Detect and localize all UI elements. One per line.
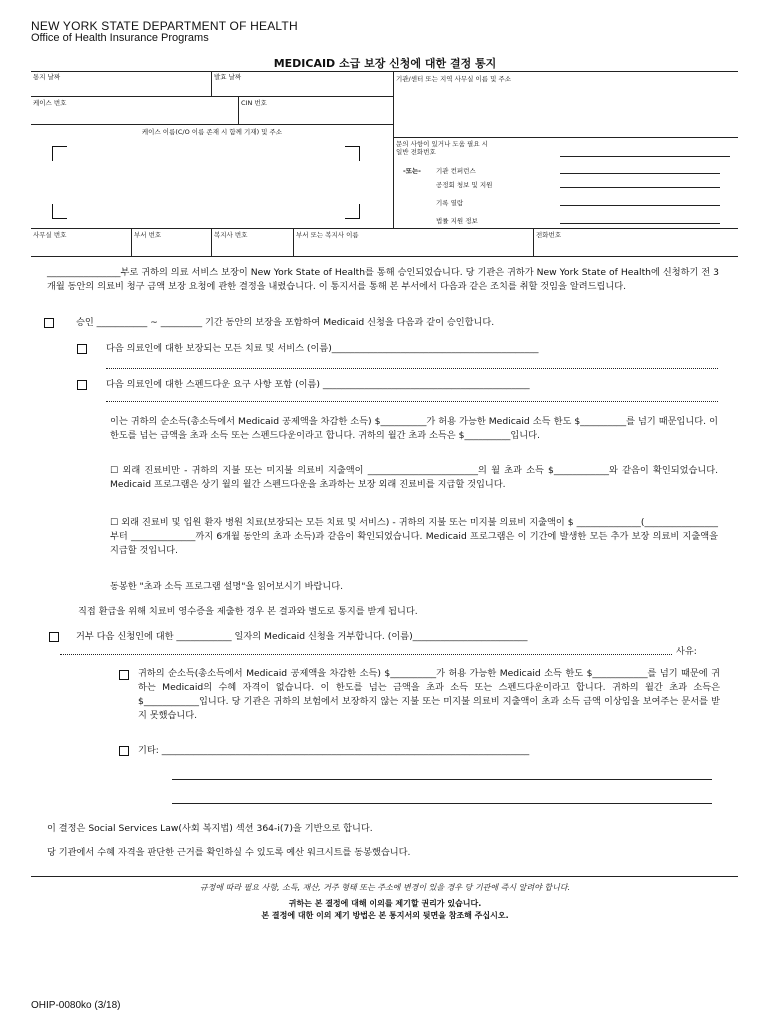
form-id: OHIP-0080ko (3/18): [31, 1000, 121, 1011]
grid-line: [393, 137, 738, 138]
deny-other-line[interactable]: [172, 803, 712, 804]
conference-label: 기관 컨퍼런스: [436, 167, 476, 175]
window-corner: [345, 146, 360, 161]
worker-number-label: 복지사 번호: [214, 231, 248, 239]
grid-line: [31, 124, 393, 125]
phone-number-label: 전화번호: [536, 231, 562, 239]
grid-line: [31, 256, 738, 257]
grid-line: [131, 228, 132, 256]
income-paragraph: 이는 귀하의 순소득(총소득에서 Medicaid 공제액을 차감한 소득) $__________가 허용 가능한 Medicaid 소득 한도 $__________를 넘기 때문입니다. 이 한도를 넘는 금액을 초과 소득 또는 스펜드다운이라고 합니다. 귀하의 월간 초과 소득은 $__________입니다.: [110, 416, 718, 441]
deny-other-line[interactable]: [172, 779, 712, 780]
law-basis: 이 결정은 Social Services Law(사회 복지법) 섹션 364-i(7)을 기반으로 합니다.: [47, 823, 373, 834]
records-line[interactable]: [560, 205, 720, 206]
notice-date-label: 통지 날짜: [33, 73, 61, 81]
case-number-label: 케이스 번호: [33, 99, 67, 107]
phone-line[interactable]: [560, 156, 730, 157]
enclosed-description: 동봉한 "초과 소득 프로그램 설명"을 읽어보시기 바랍니다.: [110, 581, 344, 592]
agency-name: NEW YORK STATE DEPARTMENT OF HEALTH: [31, 19, 298, 33]
records-access-label: 기록 열람: [436, 199, 464, 207]
worksheet-notice: 당 기관에서 수혜 자격을 판단한 근거를 확인하실 수 있도록 예산 워크시트를 동봉했습니다.: [47, 847, 411, 858]
legal-aid-line[interactable]: [560, 223, 720, 224]
footer-divider: [31, 876, 738, 877]
grid-line: [211, 71, 212, 96]
reimbursement-notice: 직접 환급을 위해 치료비 영수증을 제출한 경우 본 결과와 별도로 통지를 받게 됩니다.: [78, 606, 418, 617]
appeal-instructions: 본 결정에 대한 이의 제기 방법은 본 통지서의 뒷면을 참조해 주십시오.: [261, 911, 509, 920]
changes-notice: 규정에 따라 필요 사항, 소득, 재산, 거주 형태 또는 주소에 변경이 있을 경우 당 기관에 즉시 알려야 합니다.: [199, 883, 571, 892]
approve-option1-line[interactable]: [106, 368, 718, 369]
approve-option1-text: 다음 의료인에 대한 보장되는 모든 치료 및 서비스 (이름)_____________________________________________: [106, 343, 539, 354]
case-name-label: 케이스 이름(C/O 이름 존재 시 함께 기재) 및 주소: [141, 128, 283, 136]
agency-address-label: 기관/센터 또는 지역 사무실 이름 및 주소: [396, 75, 512, 83]
grid-line: [31, 96, 393, 97]
deny-option1-checkbox[interactable]: [119, 670, 129, 680]
legal-aid-label: 법률 지원 정보: [436, 217, 478, 225]
intro-paragraph: ________________부로 귀하의 의료 서비스 보장이 New York State of Health를 통해 승인되었습니다. 당 기관은 귀하가 New York State of Health에 신청하기 전 3개월 동안의 의료비 청구 금액 보장 요청에 관한 결정을 내렸습니다. 이 통지서를 통해 본 부서에서 다음과 같은 조치를 취할 것임을 알려드립니다.: [47, 267, 719, 292]
office-number-label: 사무실 번호: [33, 231, 67, 239]
grid-line: [31, 228, 738, 229]
window-corner: [52, 146, 67, 161]
deny-text: 거부 다음 신청인에 대한 ____________ 일자의 Medicaid 신청을 거부합니다. (이름)_________________________: [76, 631, 528, 642]
grid-line: [31, 71, 738, 72]
approve-option2-checkbox[interactable]: [77, 380, 87, 390]
grid-line: [211, 228, 212, 256]
grid-line: [238, 96, 239, 124]
deny-other-text: 기타: ________________________________________________________________________________: [138, 745, 530, 756]
unit-worker-name-label: 부서 또는 복지사 이름: [296, 231, 359, 239]
fair-hearing-line[interactable]: [560, 187, 720, 188]
grid-line: [393, 71, 394, 229]
office-name: Office of Health Insurance Programs: [31, 32, 209, 44]
effective-date-label: 발효 날짜: [214, 73, 242, 81]
deny-reason-label: 사유:: [676, 646, 697, 657]
approve-option2-text: 다음 의료인에 대한 스펜드다운 요구 사항 포함 (이름) _____________________________________________: [106, 379, 530, 390]
general-inquiry-label: 문의 사항이 있거나 도움 필요 시 일반 전화번호: [396, 140, 488, 156]
approve-option2-line[interactable]: [106, 401, 718, 402]
outpatient-paragraph: ☐ 외래 진료비만 - 귀하의 지불 또는 미지불 의료비 지출액이 ________________________의 월 초과 소득 $____________와 같음이 확인되었습니다. Medicaid 프로그램은 상기 월의 월간 스펜드다운을 초과하는 보장 외래 진료비를 지급할 것입니다.: [110, 465, 718, 490]
conference-line[interactable]: [560, 173, 720, 174]
or-label: -또는-: [403, 167, 421, 175]
deny-name-line[interactable]: [60, 654, 672, 655]
unit-number-label: 부서 번호: [134, 231, 162, 239]
deny-option1-text: 귀하의 순소득(총소득에서 Medicaid 공제액을 차감한 소득) $__________가 허용 가능한 Medicaid 소득 한도 $____________를 넘기 때문에 귀하는 Medicaid의 수혜 자격이 없습니다. 이 한도를 넘는 금액을 초과 소득 또는 스펜드다운이라고 합니다. 귀하의 월간 초과 소득은 $____________입니다. 당 기관은 귀하의 보험에서 보장하지 않는 지불 또는 미지불 의료비 지출액이 초과 소득 금액 이상임을 보여주는 문서를 받지 못했습니다.: [138, 668, 720, 721]
approve-checkbox[interactable]: [44, 318, 54, 328]
page-title: MEDICAID 소급 보장 신청에 대한 결정 통지: [273, 57, 497, 70]
window-corner: [345, 204, 360, 219]
window-corner: [52, 204, 67, 219]
deny-checkbox[interactable]: [49, 632, 59, 642]
grid-line: [293, 228, 294, 256]
deny-other-checkbox[interactable]: [119, 746, 129, 756]
cin-number-label: CIN 번호: [241, 99, 267, 107]
grid-line: [533, 228, 534, 256]
inpatient-paragraph: ☐ 외래 진료비 및 입원 환자 병원 치료(보장되는 모든 치료 및 서비스) - 귀하의 지불 또는 미지불 의료비 지출액이 $ ______________(________________부터 ______________까지 6개월 동안의 초과 소득)과 같음이 확인되었습니다. Medicaid 프로그램은 이 기간에 발생한 모든 추가 보장 의료비 지출액을 지급할 것입니다.: [110, 517, 718, 556]
approve-option1-checkbox[interactable]: [77, 344, 87, 354]
approve-text: 승인 ___________ ~ _________ 기간 동안의 보장을 포함하여 Medicaid 신청을 다음과 같이 승인합니다.: [76, 317, 495, 328]
fair-hearing-label: 공정회 청보 및 지원: [436, 181, 493, 189]
appeal-right: 귀하는 본 결정에 대해 이의를 제기할 권리가 있습니다.: [288, 899, 482, 908]
